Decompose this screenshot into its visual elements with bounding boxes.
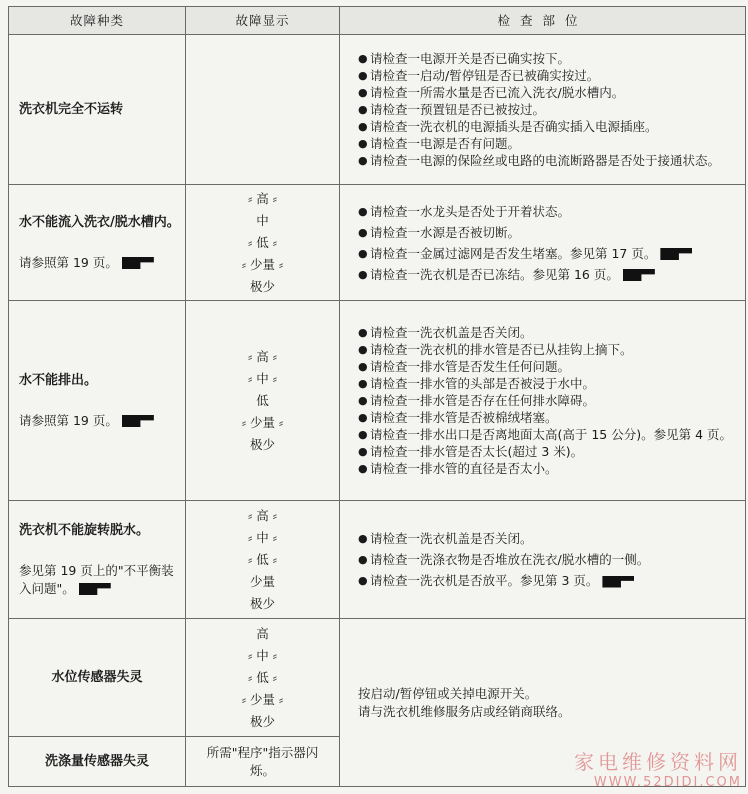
check-item: ● 请检查一排水管是否太长(超过 3 米)。 [358, 443, 745, 460]
pointing-hand-icon [623, 269, 655, 281]
level-indicator: 高 [256, 625, 269, 641]
level-indicator: 少量 [249, 573, 275, 589]
level-indicator-blinking: ⸗ 高 ⸗ [186, 505, 339, 527]
action-instruction: 请与洗衣机维修服务店或经销商联络。 [358, 703, 571, 719]
header-row [9, 7, 746, 35]
level-indicator-blinking: ⸗ 低 ⸗ [186, 232, 339, 254]
level-indicator: 极少 [249, 436, 275, 452]
check-item: ● 请检查一洗衣机的排水管是否已从挂钩上摘下。 [358, 341, 745, 358]
check-item: ● 请检查一洗衣机盖是否关闭。 [358, 324, 745, 341]
pointing-hand-icon [79, 583, 111, 595]
fault-type: 水不能流入洗衣/脱水槽内。 [19, 214, 180, 230]
level-indicator-blinking: ⸗ 少量 ⸗ [186, 689, 339, 711]
check-item: ● 请检查一洗衣机的电源插头是否确实插入电源插座。 [358, 118, 745, 135]
level-indicator-blinking: ⸗ 高 ⸗ [186, 346, 339, 368]
check-cell [340, 501, 746, 619]
fault-cell [9, 35, 186, 185]
check-item: ● 请检查一所需水量是否已流入洗衣/脱水槽内。 [358, 84, 745, 101]
check-item: ● 请检查一排水管是否存在任何排水障碍。 [358, 392, 745, 409]
level-indicator-blinking: ⸗ 中 ⸗ [186, 527, 339, 549]
display-cell [186, 301, 340, 501]
display-cell [186, 619, 340, 737]
table-row [9, 185, 746, 301]
check-item: ● 请检查一排水管是否发生任何问题。 [358, 358, 745, 375]
check-item: ● 请检查一金属过滤网是否发生堵塞。参见第 17 页。 [358, 245, 745, 262]
check-cell [340, 35, 746, 185]
fault-type: 洗涤量传感器失灵 [44, 754, 149, 769]
watermark-url: WWW.52DIDI.COM [593, 775, 742, 790]
display-cell [186, 501, 340, 619]
pointing-hand-icon [602, 576, 634, 588]
pointing-hand-icon [122, 257, 154, 269]
table-row [9, 35, 746, 185]
page-reference: 参见第 19 页上的"不平衡装入问题"。 [19, 562, 174, 596]
check-item: ● 请检查一预置钮是否已被按过。 [358, 101, 745, 118]
fault-type: 洗衣机完全不运转 [19, 102, 124, 117]
check-item: ● 请检查一排水管的直径是否太小。 [358, 460, 745, 477]
check-cell [340, 185, 746, 301]
watermark [574, 746, 742, 790]
level-indicator: 低 [256, 392, 269, 408]
table-row [9, 501, 746, 619]
fault-type: 水不能排出。 [19, 372, 98, 388]
check-item: ● 请检查一洗涤衣物是否堆放在洗衣/脱水槽的一侧。 [358, 551, 745, 568]
display-cell [186, 35, 340, 185]
header-fault-type: 故障种类 [9, 7, 186, 35]
check-item: ● 请检查一排水出口是否离地面太高(高于 15 公分)。参见第 4 页。 [358, 426, 745, 443]
page-reference: 请参照第 19 页。 [19, 254, 185, 272]
check-item: ● 请检查一洗衣机是否放平。参见第 3 页。 [358, 572, 745, 589]
fault-cell [9, 619, 186, 737]
level-indicator: 极少 [249, 713, 275, 729]
level-indicator-blinking: ⸗ 低 ⸗ [186, 549, 339, 571]
header-fault-display: 故障显示 [186, 7, 340, 35]
fault-cell [9, 301, 186, 501]
header-check-location: 检查部位 [340, 7, 746, 35]
check-cell [340, 301, 746, 501]
level-indicator: 极少 [249, 595, 275, 611]
fault-cell [9, 501, 186, 619]
check-item: ● 请检查一排水管的头部是否被浸于水中。 [358, 375, 745, 392]
level-indicator-blinking: ⸗ 中 ⸗ [186, 368, 339, 390]
check-item: ● 请检查一水源是否被切断。 [358, 224, 745, 241]
check-item: ● 请检查一电源的保险丝或电路的电流断路器是否处于接通状态。 [358, 152, 745, 169]
check-item: ● 请检查一电源开关是否已确实按下。 [358, 50, 745, 67]
pointing-hand-icon [122, 415, 154, 427]
check-item: ● 请检查一洗衣机是否已冻结。参见第 16 页。 [358, 266, 745, 283]
table-row [9, 619, 746, 737]
watermark-text: 家电维修资料网 [574, 750, 742, 774]
check-item: ● 请检查一排水管是否被棉绒堵塞。 [358, 409, 745, 426]
display-cell [186, 185, 340, 301]
check-item: ● 请检查一电源是否有问题。 [358, 135, 745, 152]
fault-cell [9, 185, 186, 301]
level-indicator-blinking: ⸗ 低 ⸗ [186, 667, 339, 689]
level-indicator-blinking: ⸗ 少量 ⸗ [186, 412, 339, 434]
level-indicator: 中 [256, 212, 269, 228]
level-indicator-blinking: ⸗ 高 ⸗ [186, 188, 339, 210]
indicator-description: 所需"程序"指示器闪烁。 [206, 744, 319, 778]
check-item: ● 请检查一启动/暂停钮是否已被确实按过。 [358, 67, 745, 84]
check-item: ● 请检查一洗衣机盖是否关闭。 [358, 530, 745, 547]
check-item: ● 请检查一水龙头是否处于开着状态。 [358, 203, 745, 220]
table-row [9, 301, 746, 501]
action-instruction: 按启动/暂停钮或关掉电源开关。 [358, 685, 538, 701]
level-indicator: 极少 [249, 278, 275, 294]
pointing-hand-icon [660, 248, 692, 260]
fault-cell [9, 737, 186, 787]
level-indicator-blinking: ⸗ 少量 ⸗ [186, 254, 339, 276]
page-reference: 请参照第 19 页。 [19, 412, 185, 430]
display-cell [186, 737, 340, 787]
fault-type: 洗衣机不能旋转脱水。 [19, 522, 150, 538]
level-indicator-blinking: ⸗ 中 ⸗ [186, 645, 339, 667]
fault-type: 水位传感器失灵 [51, 670, 143, 685]
troubleshooting-table [8, 6, 746, 787]
